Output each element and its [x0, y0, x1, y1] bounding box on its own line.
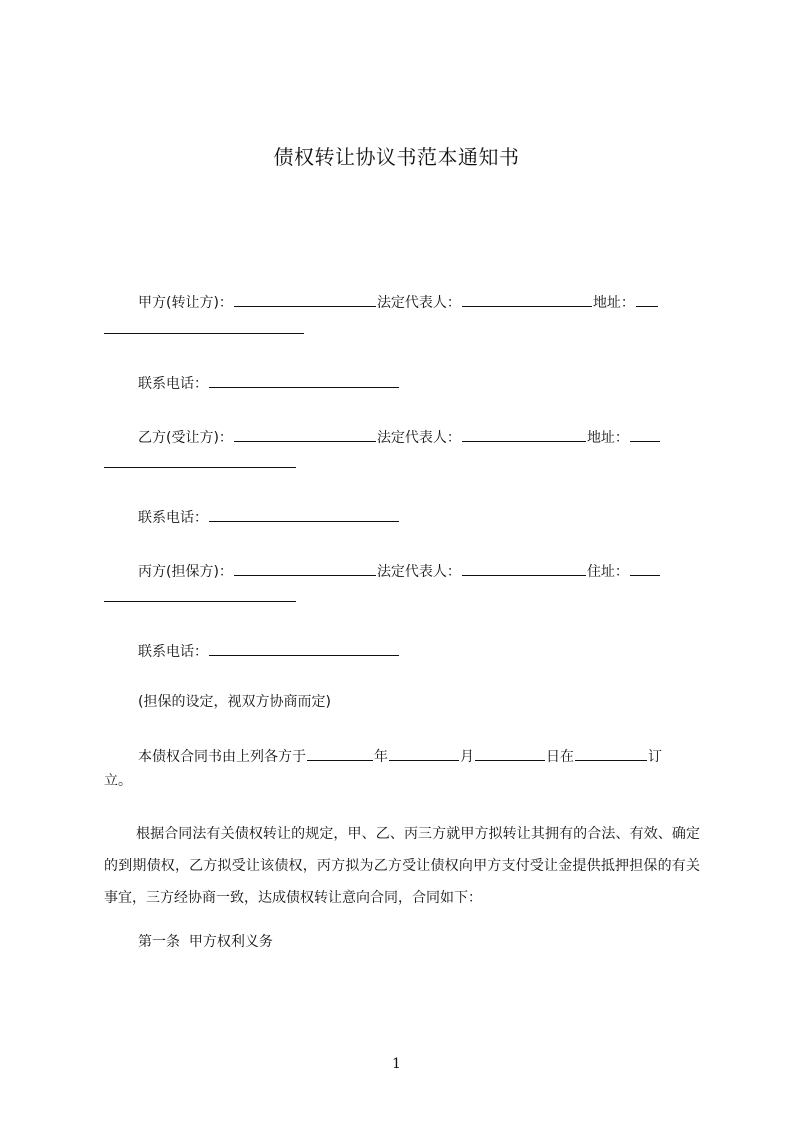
day-blank — [475, 746, 545, 761]
party-c-rep-label: 法定代表人： — [376, 564, 461, 580]
party-a-rep-blank — [462, 292, 592, 307]
article-1-heading: 第一条 甲方权利义务 — [138, 934, 273, 950]
party-a-addr-label: 地址： — [592, 295, 635, 311]
month-blank — [389, 746, 459, 761]
party-c-rep-blank — [462, 561, 586, 576]
party-a-rep-label: 法定代表人： — [376, 295, 461, 311]
party-a-phone-line — [138, 373, 400, 393]
document-title: 债权转让协议书范本通知书 — [273, 145, 520, 169]
day-label: 日在 — [546, 749, 574, 765]
party-b-name-blank — [234, 427, 376, 442]
basis-paragraph: 根据合同法有关债权转让的规定，甲、乙、丙三方就甲方拟转让其拥有的合法、有效、确定的到期债权，乙方拟受让该债权，丙方拟为乙方受让债权向甲方支付受让金提供抵押担保的有关事宜，三方经协商一致，达成债权转让意向合同，合同如下： — [104, 826, 700, 906]
party-c-phone-blank — [209, 641, 399, 656]
year-label: 年 — [374, 749, 388, 765]
party-b-rep-blank — [462, 427, 586, 442]
party-c-phone-line — [138, 641, 400, 661]
place-blank — [575, 746, 647, 761]
party-b-rep-label: 法定代表人： — [376, 430, 461, 446]
party-a-addr-continuation-rule — [104, 333, 304, 334]
party-c-phone-label: 联系电话： — [138, 644, 208, 660]
party-b-label: 乙方(受让方)： — [138, 430, 233, 446]
page-number: 1 — [392, 1056, 401, 1072]
month-label: 月 — [460, 749, 474, 765]
party-b-addr-label: 地址： — [586, 430, 629, 446]
party-a-phone-label: 联系电话： — [138, 376, 208, 392]
date-clause-suffix: 订 — [648, 749, 662, 765]
year-blank — [307, 746, 373, 761]
party-b-phone-line — [138, 507, 400, 527]
party-b-phone-blank — [209, 507, 399, 522]
party-c-addr-blank — [630, 561, 660, 576]
party-a-name-blank — [234, 292, 376, 307]
party-b-line — [138, 427, 661, 447]
date-clause-prefix: 本债权合同书由上列各方于 — [138, 749, 306, 765]
party-a-label: 甲方(转让方)： — [138, 295, 233, 311]
party-c-line — [138, 561, 661, 581]
guarantee-note: (担保的设定，视双方协商而定) — [138, 694, 331, 710]
date-clause-line — [138, 746, 662, 766]
party-b-phone-label: 联系电话： — [138, 510, 208, 526]
party-b-addr-continuation-rule — [104, 467, 296, 468]
date-clause-continuation: 立。 — [104, 773, 132, 789]
party-c-addr-continuation-rule — [104, 601, 296, 602]
party-a-addr-blank — [636, 292, 658, 307]
party-c-label: 丙方(担保方)： — [138, 564, 233, 580]
party-a-line — [138, 292, 659, 312]
party-c-name-blank — [234, 561, 376, 576]
party-a-phone-blank — [209, 373, 399, 388]
party-c-addr-label: 住址： — [586, 564, 629, 580]
party-b-addr-blank — [630, 427, 660, 442]
